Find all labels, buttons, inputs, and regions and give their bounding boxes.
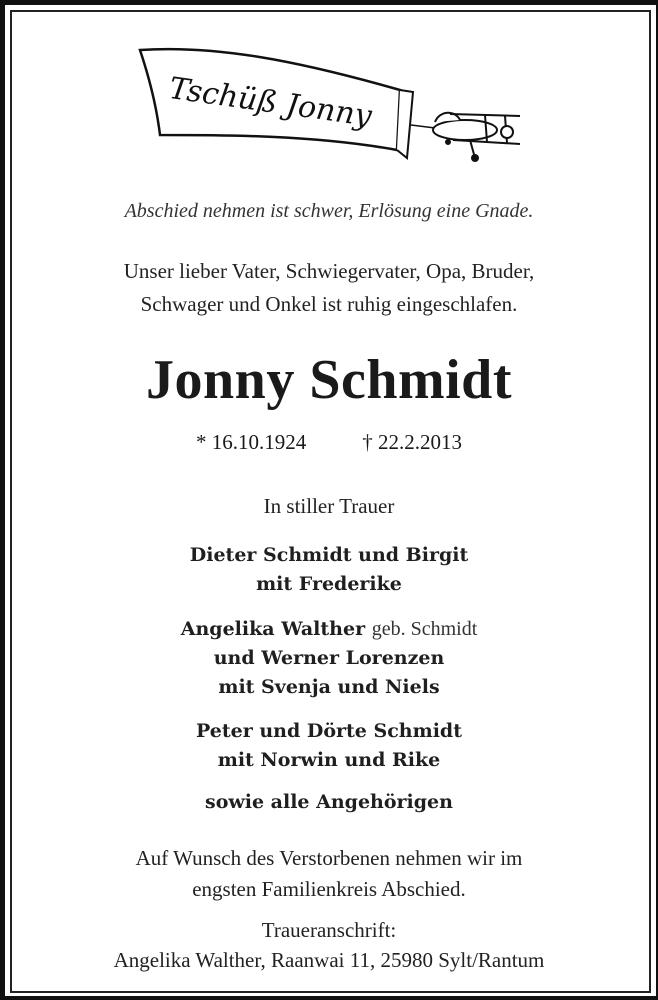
family-line: mit Frederike [256, 573, 402, 595]
notice-line-1: Auf Wunsch des Verstorbenen nehmen wir im [135, 846, 523, 870]
notice-line-2: engsten Familienkreis Abschied. [192, 877, 466, 901]
family-line: Peter und Dörte Schmidt [195, 720, 462, 742]
death-date: † 22.2.2013 [362, 430, 462, 454]
intro-line-1: Unser lieber Vater, Schwiegervater, Opa, Bruder, [123, 259, 535, 283]
mourning-label: In stiller Trauer [263, 494, 395, 518]
family-group-1 [0, 541, 658, 599]
family-name: Angelika Walther [180, 618, 366, 640]
maiden-name: geb. Schmidt [371, 618, 478, 640]
funeral-notice [0, 843, 658, 905]
family-group-2 [0, 615, 658, 702]
family-group-4 [0, 788, 658, 817]
birth-date: * 16.10.1924 [196, 430, 307, 454]
airplane-banner-icon [135, 40, 525, 165]
intro-text [0, 255, 658, 321]
mourning-address [0, 915, 658, 975]
family-line: mit Svenja und Niels [218, 676, 440, 698]
family-group-3 [0, 717, 658, 775]
address-value: Angelika Walther, Raanwai 11, 25980 Sylt/Rantum [113, 948, 545, 972]
svg-text:Tschüß Jonny: Tschüß Jonny [166, 71, 374, 135]
family-line: sowie alle Angehörigen [205, 791, 453, 813]
intro-line-2: Schwager und Onkel ist ruhig eingeschlafen. [140, 292, 518, 316]
family-line: Dieter Schmidt und Birgit [189, 544, 469, 566]
life-dates [0, 430, 658, 455]
family-line [0, 615, 658, 644]
family-line: mit Norwin und Rike [217, 749, 441, 771]
address-label: Traueranschrift: [261, 918, 397, 942]
family-line: und Werner Lorenzen [213, 647, 445, 669]
motto: Abschied nehmen ist schwer, Erlösung eine Gnade. [124, 200, 534, 222]
deceased-name: Jonny Schmidt [146, 349, 512, 411]
